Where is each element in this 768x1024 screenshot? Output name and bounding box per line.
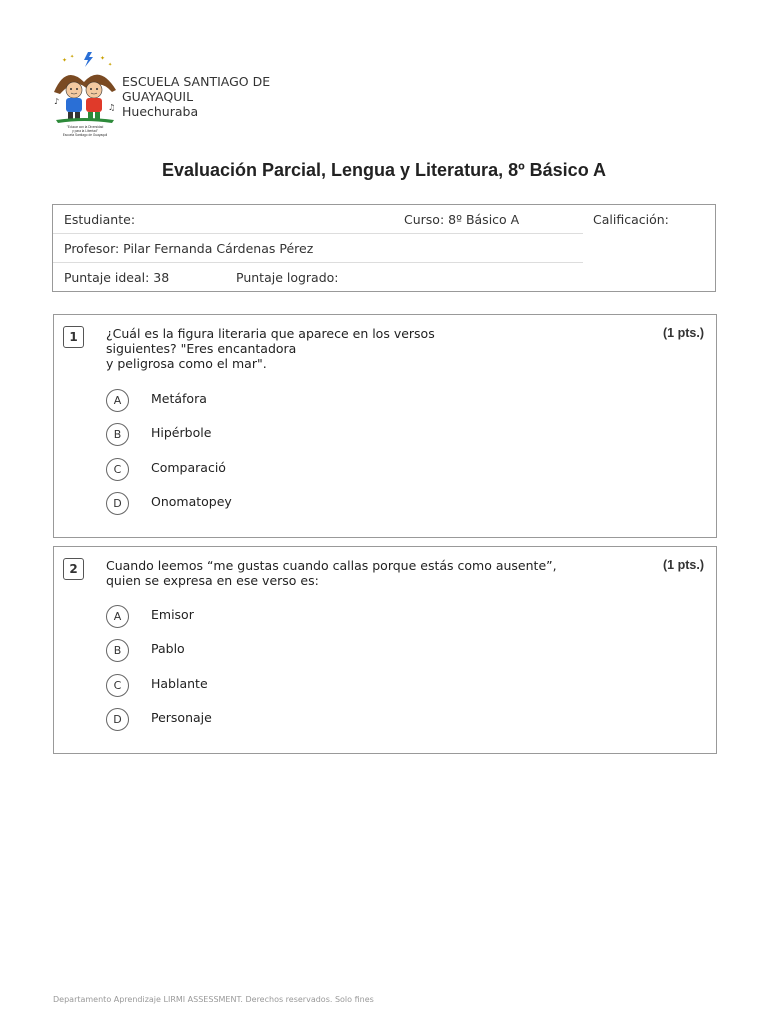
question-text-line: Cuando leemos “me gustas cuando callas porque estás como ausente”,	[106, 558, 557, 573]
svg-text:♪: ♪	[54, 97, 60, 106]
option-text: Comparació	[151, 460, 226, 475]
question-1	[53, 314, 717, 538]
option-letter[interactable]: A	[106, 605, 129, 628]
student-label: Estudiante:	[64, 212, 136, 227]
exam-title: Evaluación Parcial, Lengua y Literatura, 8º Básico A	[161, 160, 607, 180]
question-2	[53, 546, 717, 754]
option-letter[interactable]: C	[106, 458, 129, 481]
question-text-line: siguientes? "Eres encantadora	[106, 341, 297, 356]
school-name	[122, 74, 270, 119]
ideal-score: Puntaje ideal: 38	[64, 270, 170, 285]
option-letter[interactable]: D	[106, 708, 129, 731]
question-points: (1 pts.)	[663, 326, 704, 340]
school-header	[52, 52, 312, 142]
option-letter[interactable]: A	[106, 389, 129, 412]
question-points: (1 pts.)	[663, 558, 704, 572]
question-text-line: y peligrosa como el mar".	[106, 356, 267, 371]
option-text: Emisor	[151, 607, 194, 622]
option-text: Pablo	[151, 641, 185, 656]
svg-text:♫: ♫	[108, 103, 116, 112]
teacher-label: Profesor: Pilar Fernanda Cárdenas Pérez	[64, 241, 314, 256]
info-row-scores	[53, 263, 583, 292]
option-text: Hipérbole	[151, 425, 212, 440]
school-commune: Huechuraba	[122, 104, 199, 119]
svg-text:✦: ✦	[108, 62, 113, 68]
school-name-line1: ESCUELA SANTIAGO DE	[122, 74, 271, 89]
option-text: Metáfora	[151, 391, 207, 406]
option-letter[interactable]: C	[106, 674, 129, 697]
course-label: Curso: 8º Básico A	[404, 212, 520, 227]
svg-text:Escuela Santiago de Guayaquil: Escuela Santiago de Guayaquil	[62, 133, 108, 137]
option-letter[interactable]: B	[106, 423, 129, 446]
question-text	[106, 558, 557, 588]
info-row-teacher	[53, 234, 583, 263]
question-text-line: ¿Cuál es la figura literaria que aparece en los versos	[106, 326, 435, 341]
svg-text:✦: ✦	[62, 57, 68, 64]
svg-text:"Educar con la Diversidad: "Educar con la Diversidad	[66, 125, 104, 129]
question-text-line: quien se expresa en ese verso es:	[106, 573, 319, 588]
svg-text:✦: ✦	[70, 54, 75, 60]
question-number: 1	[63, 326, 84, 348]
footer-text: Departamento Aprendizaje LIRMI ASSESSMENT. Derechos reservados. Solo fines	[53, 995, 374, 1004]
question-text	[106, 326, 435, 371]
info-row-student	[53, 205, 583, 234]
option-text: Hablante	[151, 676, 208, 691]
option-letter[interactable]: B	[106, 639, 129, 662]
question-number: 2	[63, 558, 84, 580]
option-letter[interactable]: D	[106, 492, 129, 515]
student-info-box	[52, 204, 716, 292]
school-name-line2: GUAYAQUIL	[122, 89, 194, 104]
school-logo	[52, 52, 118, 140]
option-text: Personaje	[151, 710, 212, 725]
svg-text:✦: ✦	[100, 55, 106, 62]
grade-label: Calificación:	[593, 212, 669, 227]
option-text: Onomatopey	[151, 494, 232, 509]
svg-text:y para la Libertad": y para la Libertad"	[72, 129, 98, 133]
achieved-score-label: Puntaje logrado:	[236, 270, 339, 285]
